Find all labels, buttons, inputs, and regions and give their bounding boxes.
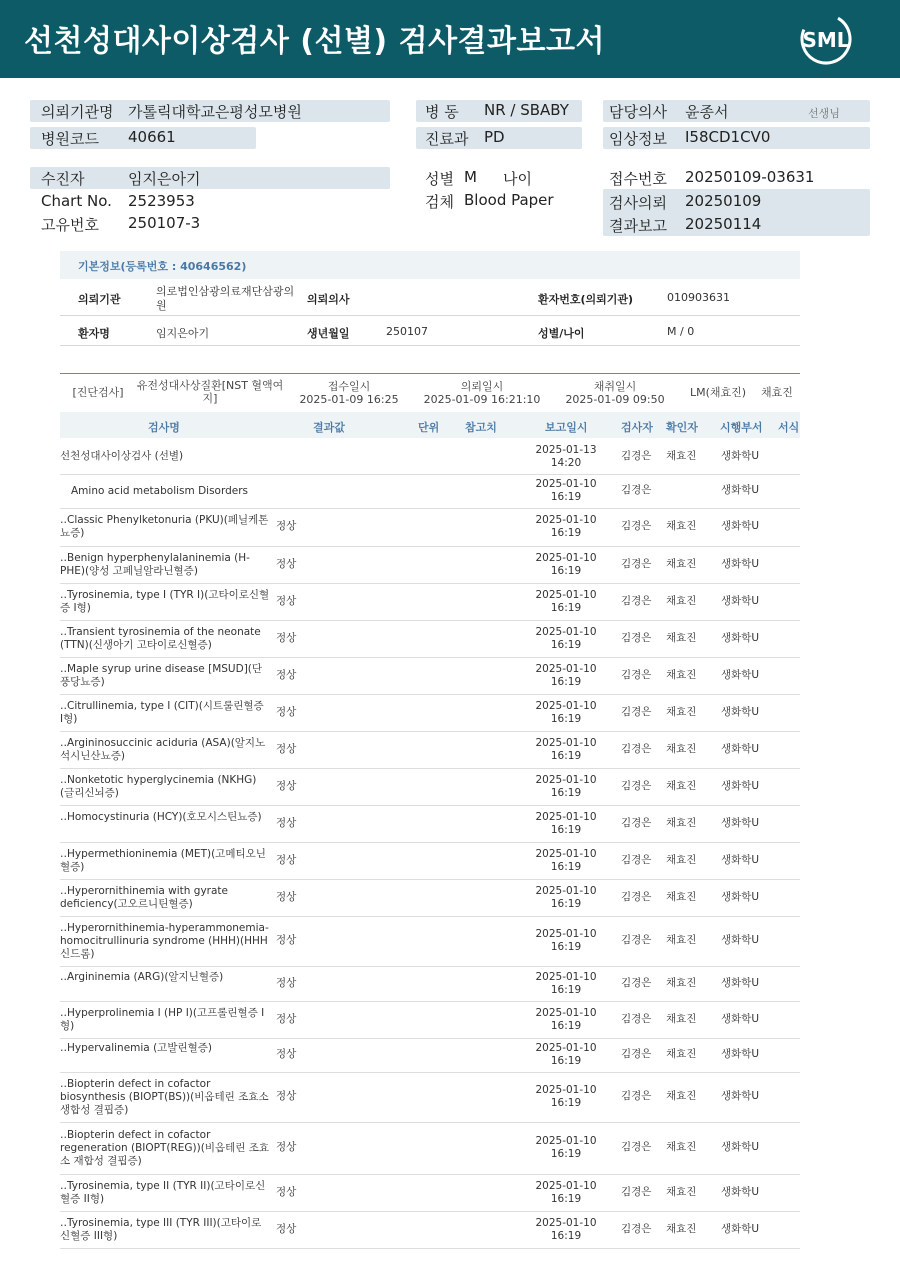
tester-name: 김경은 (621, 706, 652, 718)
report-time: 16:19 (550, 1193, 582, 1205)
report-datetime (526, 626, 606, 652)
dept-name: 생화학U (721, 977, 760, 989)
report-date: 2025-01-10 (535, 928, 597, 940)
department-label: 진료과 (425, 130, 469, 148)
report-date: 2025-01-10 (535, 737, 597, 749)
report-date: 2025-01-10 (535, 700, 597, 712)
report-date: 2025-01-10 (535, 1180, 597, 1192)
patient-name-value: 임지은아기 (156, 327, 210, 340)
test-name: ‥Tyrosinemia, type I (TYR I)(고타이로신혈증 I형) (60, 589, 270, 614)
info-divider (60, 315, 800, 316)
report-time: 16:19 (550, 750, 582, 762)
dept-name: 생화학U (721, 1090, 760, 1102)
report-time: 16:19 (550, 491, 582, 503)
report-datetime (526, 1135, 606, 1161)
receipt-no-label: 접수번호 (609, 170, 667, 188)
report-datetime (526, 811, 606, 837)
report-time: 16:19 (550, 941, 582, 953)
sml-logo (798, 12, 854, 66)
table-row (60, 1072, 800, 1123)
tester-name: 김경은 (621, 632, 652, 644)
basic-info-title: 기본정보(등록번호 : 40646562) (78, 260, 247, 273)
th-name: 검사명 (148, 421, 180, 434)
confirmer-name: 채효진 (666, 632, 697, 644)
result-value: 정상 (276, 934, 297, 946)
result-report-label: 결과보고 (609, 217, 667, 235)
table-row (60, 731, 800, 769)
result-value: 정상 (276, 632, 297, 644)
result-value: 정상 (276, 1090, 297, 1102)
result-value: 정상 (276, 1048, 297, 1060)
tester-name: 김경은 (621, 558, 652, 570)
hospital-code-label: 병원코드 (41, 130, 99, 148)
confirmer-name: 채효진 (666, 1090, 697, 1102)
table-row (60, 1174, 800, 1212)
requester-value: 가톨릭대학교은평성모병원 (128, 103, 302, 121)
dept-name: 생화학U (721, 854, 760, 866)
table-row (60, 657, 800, 695)
clinical-value: I58CD1CV0 (685, 128, 771, 146)
table-row (60, 842, 800, 880)
confirmer-name: 채효진 (666, 891, 697, 903)
chart-label: Chart No. (41, 192, 112, 210)
test-name: ‥Argininosuccinic aciduria (ASA)(알지노석시닌산뇨증) (60, 737, 266, 762)
report-header (0, 0, 900, 78)
report-date: 2025-01-10 (535, 885, 597, 897)
confirmer-name: 채효진 (666, 817, 697, 829)
report-time: 16:19 (550, 713, 582, 725)
hospital-code-value: 40661 (128, 128, 176, 146)
unique-value: 250107-3 (128, 214, 201, 232)
confirmer-name: 채효진 (666, 1048, 697, 1060)
report-datetime (526, 928, 606, 954)
confirmer-name: 채효진 (666, 595, 697, 607)
report-date: 2025-01-10 (535, 478, 597, 490)
tester-name: 김경은 (621, 780, 652, 792)
result-value: 정상 (276, 520, 297, 532)
dept-name: 생화학U (721, 632, 760, 644)
table-row (60, 439, 800, 475)
table-row (60, 1122, 800, 1175)
tester-name: 김경은 (621, 1048, 652, 1060)
clinical-label: 임상정보 (609, 130, 667, 148)
result-value: 정상 (276, 1141, 297, 1153)
birth-label: 생년월일 (307, 327, 350, 340)
test-name: ‥Nonketotic hyperglycinemia (NKHG)(글리신뇌증) (60, 774, 257, 799)
table-row (60, 916, 800, 967)
tester-name: 김경은 (621, 1141, 652, 1153)
confirmer-name: 채효진 (666, 520, 697, 532)
info-bottom-divider (60, 345, 800, 346)
chart-value: 2523953 (128, 192, 195, 210)
result-value: 정상 (276, 595, 297, 607)
report-date: 2025-01-10 (535, 1217, 597, 1229)
test-name: ‥Classic Phenylketonuria (PKU)(페닐케톤뇨증) (60, 514, 269, 539)
collection-datetime-label: 채취일시 (593, 380, 637, 393)
sex-age-label: 성별/나이 (538, 327, 585, 340)
table-row (60, 583, 800, 621)
tester-name: 김경은 (621, 743, 652, 755)
dept-name: 생화학U (721, 743, 760, 755)
test-request-value: 20250109 (685, 192, 762, 210)
result-value: 정상 (276, 706, 297, 718)
test-name: ‥Hyperornithinemia-hyperammonemia-homocitrullinuria syndrome (HHH)(HHH신드롬) (60, 922, 269, 960)
result-value: 정상 (276, 1186, 297, 1198)
th-report-date: 보고일시 (545, 421, 588, 434)
report-date: 2025-01-10 (535, 589, 597, 601)
patient-label: 수진자 (41, 170, 85, 188)
report-date: 2025-01-10 (535, 552, 597, 564)
confirmer-name: 채효진 (666, 1186, 697, 1198)
dept-name: 생화학U (721, 484, 760, 496)
report-date: 2025-01-10 (535, 774, 597, 786)
table-row (60, 879, 800, 917)
report-date: 2025-01-10 (535, 971, 597, 983)
table-row (60, 1038, 800, 1073)
patient-no-value: 010903631 (667, 291, 730, 304)
diagnosis-tag: [진단검사] (72, 386, 124, 399)
dept-name: 생화학U (721, 595, 760, 607)
result-value: 정상 (276, 1223, 297, 1235)
dept-name: 생화학U (721, 1186, 760, 1198)
th-unit: 단위 (418, 421, 440, 434)
report-title: 선천성대사이상검사 (선별) 검사결과보고서 (24, 24, 605, 59)
report-datetime (526, 700, 606, 726)
dept-name: 생화학U (721, 780, 760, 792)
test-name: ‥Transient tyrosinemia of the neonate (TTN)(신생아기 고타이로신혈증) (60, 626, 261, 651)
report-time: 16:19 (550, 898, 582, 910)
result-value: 정상 (276, 780, 297, 792)
report-time: 16:19 (550, 1020, 582, 1032)
report-time: 16:19 (550, 602, 582, 614)
dept-name: 생화학U (721, 817, 760, 829)
tester-name: 김경은 (621, 817, 652, 829)
table-row (60, 620, 800, 658)
tester-name: 김경은 (621, 450, 652, 462)
diagnosis-top-line (60, 373, 800, 374)
table-row (60, 966, 800, 1002)
receipt-datetime-label: 접수일시 (327, 380, 371, 393)
confirmer-name: 채효진 (666, 1013, 697, 1025)
tester-name: 김경은 (621, 1223, 652, 1235)
test-name: ‥Hyperornithinemia with gyrate deficiency(고오르니틴혈증) (60, 885, 228, 910)
request-datetime-label: 의뢰일시 (460, 380, 504, 393)
dept-name: 생화학U (721, 706, 760, 718)
sex-label: 성별 (425, 170, 454, 188)
tester-name: 김경은 (621, 484, 652, 496)
test-name: ‥Hypervalinemia (고발린혈증) (60, 1042, 212, 1054)
birth-value: 250107 (386, 325, 428, 338)
th-dept: 시행부서 (720, 421, 763, 434)
patient-name-label: 환자명 (78, 327, 110, 340)
result-value: 정상 (276, 669, 297, 681)
result-value: 정상 (276, 743, 297, 755)
doctor-value: 윤종서 (685, 103, 729, 121)
report-datetime (526, 514, 606, 540)
lm-label: LM(채효진) (689, 386, 747, 399)
report-datetime (526, 1042, 606, 1068)
report-time: 16:19 (550, 861, 582, 873)
results-table-header (60, 412, 800, 438)
report-time: 16:19 (550, 1055, 582, 1067)
test-name: ‥Citrullinemia, type I (CIT)(시트룰린혈증 I형) (60, 700, 264, 725)
report-time: 16:19 (550, 527, 582, 539)
report-date: 2025-01-10 (535, 626, 597, 638)
report-time: 16:19 (550, 984, 582, 996)
report-datetime (526, 774, 606, 800)
tester-name: 김경은 (621, 1090, 652, 1102)
report-time: 16:19 (550, 565, 582, 577)
report-datetime (526, 737, 606, 763)
test-name: ‥Argininemia (ARG)(알지닌혈증) (60, 971, 224, 983)
confirmer-name: 채효진 (666, 934, 697, 946)
report-time: 16:19 (550, 1230, 582, 1242)
test-name: 선천성대사이상검사 (선별) (60, 450, 184, 462)
patient-value: 임지은아기 (128, 170, 201, 188)
result-report-value: 20250114 (685, 215, 762, 233)
test-name: ‥Benign hyperphenylalaninemia (H-PHE)(양성 고페닐알라닌혈증) (60, 552, 250, 577)
age-label: 나이 (503, 170, 532, 188)
report-datetime (526, 885, 606, 911)
ward-label: 병 동 (425, 103, 459, 121)
confirmer-name: 채효진 (666, 743, 697, 755)
confirmer-name: 채효진 (666, 1223, 697, 1235)
specimen-value: Blood Paper (464, 191, 554, 209)
report-date: 2025-01-13 (535, 444, 597, 456)
tester-name: 김경은 (621, 1186, 652, 1198)
dept-name: 생화학U (721, 1223, 760, 1235)
dept-name: 생화학U (721, 520, 760, 532)
report-time: 14:20 (550, 457, 582, 469)
dept-name: 생화학U (721, 934, 760, 946)
dept-name: 생화학U (721, 1141, 760, 1153)
table-row (60, 546, 800, 584)
institution-label: 의뢰기관 (78, 293, 121, 306)
dept-name: 생화학U (721, 450, 760, 462)
dept-name: 생화학U (721, 891, 760, 903)
unique-label: 고유번호 (41, 216, 99, 234)
result-value: 정상 (276, 1013, 297, 1025)
diagnosis-test-name: 유전성대사상질환[NST 혈액여지] (136, 379, 284, 405)
report-datetime (526, 478, 606, 504)
th-format: 서식 (778, 421, 800, 434)
report-date: 2025-01-10 (535, 514, 597, 526)
receipt-no-value: 20250109-03631 (685, 168, 815, 186)
test-name: ‥Hypermethioninemia (MET)(고메티오닌혈증) (60, 848, 266, 873)
test-name: ‥Biopterin defect in cofactor regeneration (BIOPT(REG))(비옵테린 조효소 재합성 결핍증) (60, 1129, 270, 1167)
dept-name: 생화학U (721, 1013, 760, 1025)
requester-label: 의뢰기관명 (41, 103, 114, 121)
report-date: 2025-01-10 (535, 1007, 597, 1019)
report-date: 2025-01-10 (535, 811, 597, 823)
table-row (60, 805, 800, 843)
tester-name: 김경은 (621, 934, 652, 946)
confirmer-name: 채효진 (666, 1141, 697, 1153)
report-datetime (526, 663, 606, 689)
receipt-datetime-value: 2025-01-09 16:25 (299, 393, 399, 406)
report-date: 2025-01-10 (535, 1084, 597, 1096)
report-time: 16:19 (550, 1097, 582, 1109)
report-time: 16:19 (550, 1148, 582, 1160)
report-date: 2025-01-10 (535, 663, 597, 675)
report-time: 16:19 (550, 824, 582, 836)
request-datetime-value: 2025-01-09 16:21:10 (423, 393, 541, 406)
report-datetime (526, 552, 606, 578)
result-value: 정상 (276, 817, 297, 829)
tester-name: 김경은 (621, 977, 652, 989)
dept-name: 생화학U (721, 669, 760, 681)
test-name: ‥Hyperprolinemia I (HP I)(고프롤린혈증 I형) (60, 1007, 265, 1032)
confirmer-name: 채효진 (666, 669, 697, 681)
report-time: 16:19 (550, 639, 582, 651)
doctor-suffix: 선생님 (808, 107, 840, 120)
test-name: ‥Biopterin defect in cofactor biosynthesis (BIOPT(BS))(비옵테린 조효소 생합성 결핍증) (60, 1078, 269, 1116)
table-row (60, 1211, 800, 1249)
report-date: 2025-01-10 (535, 1042, 597, 1054)
table-row (60, 768, 800, 806)
tester-name: 김경은 (621, 1013, 652, 1025)
dept-name: 생화학U (721, 1048, 760, 1060)
confirmer-name: 채효진 (666, 706, 697, 718)
test-name: Amino acid metabolism Disorders (71, 485, 249, 497)
report-datetime (526, 848, 606, 874)
confirmer-name: 채효진 (666, 977, 697, 989)
table-row (60, 474, 800, 509)
test-name: ‥Tyrosinemia, type II (TYR II)(고타이로신혈증 II형) (60, 1180, 266, 1205)
sex-value: M (464, 168, 477, 186)
tester-name: 김경은 (621, 595, 652, 607)
report-datetime (526, 971, 606, 997)
report-date: 2025-01-10 (535, 848, 597, 860)
th-confirmer: 확인자 (666, 421, 698, 434)
tester-name: 김경은 (621, 891, 652, 903)
th-reference: 참고치 (465, 421, 497, 434)
report-datetime (526, 1180, 606, 1206)
confirmer-name: 채효진 (666, 558, 697, 570)
test-name: ‥Maple syrup urine disease [MSUD](단풍당뇨증) (60, 663, 263, 688)
tester-name: 김경은 (621, 520, 652, 532)
report-datetime (526, 589, 606, 615)
confirmer-name: 채효진 (666, 450, 697, 462)
th-result: 결과값 (313, 421, 345, 434)
collection-datetime-value: 2025-01-09 09:50 (565, 393, 665, 406)
report-datetime (526, 1217, 606, 1243)
doctor-label: 담당의사 (609, 103, 667, 121)
basic-info-header (60, 251, 800, 279)
specimen-label: 검체 (425, 193, 454, 211)
result-value: 정상 (276, 558, 297, 570)
report-datetime (526, 1007, 606, 1033)
table-row (60, 694, 800, 732)
ward-value: NR / SBABY (484, 101, 569, 119)
report-time: 16:19 (550, 676, 582, 688)
test-name: ‥Homocystinuria (HCY)(호모시스틴뇨증) (60, 811, 262, 823)
table-row (60, 1001, 800, 1039)
report-time: 16:19 (550, 787, 582, 799)
lm-value: 채효진 (761, 386, 793, 399)
patient-no-label: 환자번호(의뢰기관) (538, 293, 634, 306)
department-value: PD (484, 128, 505, 146)
th-tester: 검사자 (621, 421, 653, 434)
report-date: 2025-01-10 (535, 1135, 597, 1147)
result-value: 정상 (276, 854, 297, 866)
result-value: 정상 (276, 977, 297, 989)
logo-text: SML (802, 28, 850, 52)
tester-name: 김경은 (621, 854, 652, 866)
confirmer-name: 채효진 (666, 780, 697, 792)
tester-name: 김경은 (621, 669, 652, 681)
dept-name: 생화학U (721, 558, 760, 570)
report-datetime (526, 444, 606, 470)
sex-age-value: M / 0 (667, 325, 695, 338)
test-request-label: 검사의뢰 (609, 194, 667, 212)
report-datetime (526, 1084, 606, 1110)
request-doctor-label: 의뢰의사 (307, 293, 350, 306)
confirmer-name: 채효진 (666, 854, 697, 866)
result-value: 정상 (276, 891, 297, 903)
table-row (60, 508, 800, 547)
institution-value: 의로법인삼광의료재단삼광의원 (156, 285, 295, 312)
test-name: ‥Tyrosinemia, type III (TYR III)(고타이로신혈증 III형) (60, 1217, 262, 1242)
